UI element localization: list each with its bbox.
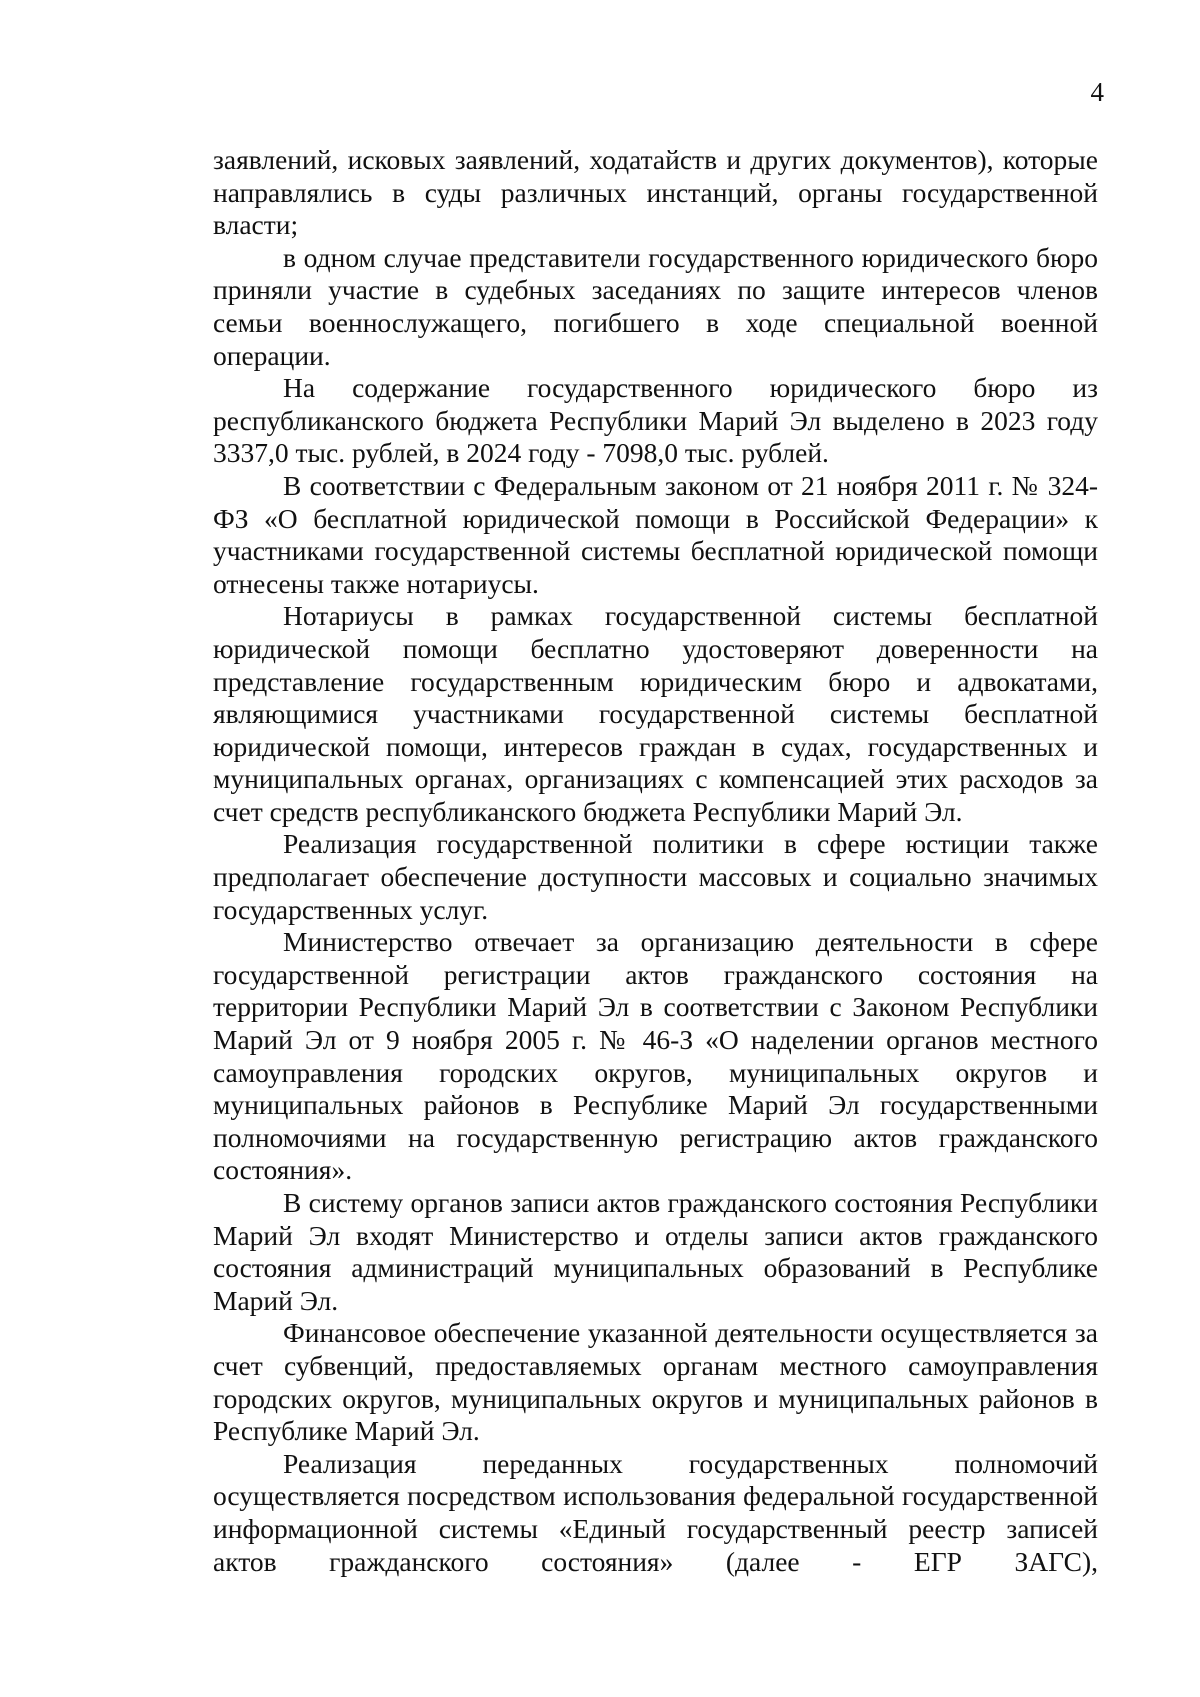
paragraph-7: Министерство отвечает за организацию деятельности в сфере государственной регистрации актов гражданского состояния на территории Республики Марий Эл в соответствии с Законом Республики Марий Эл от 9 ноября 2005 г. № 46-З «О наделении органов местного самоуправления городских округов, муниципальных округов и муниципальных районов в Республике Марий Эл государственными полномочиями на государственную регистрацию актов гражданского состояния». [213,926,1098,1186]
paragraph-8: В систему органов записи актов гражданского состояния Республики Марий Эл входят Министерство и отделы записи актов гражданского состояния администраций муниципальных образований в Республике Марий Эл. [213,1187,1098,1316]
paragraph-3: На содержание государственного юридического бюро из республиканского бюджета Республики Марий Эл выделено в 2023 году 3337,0 тыс. рублей, в 2024 году - 7098,0 тыс. рублей. [213,372,1098,469]
page-number: 4 [1090,77,1104,107]
paragraph-6: Реализация государственной политики в сфере юстиции также предполагает обеспечение доступности массовых и социально значимых государственных услуг. [213,828,1098,925]
paragraph-4: В соответствии с Федеральным законом от 21 ноября 2011 г. № 324-ФЗ «О бесплатной юридической помощи в Российской Федерации» к участниками государственной системы бесплатной юридической помощи отнесены также нотариусы. [213,469,1098,599]
document-body [213,144,1098,1578]
paragraph-5: Нотариусы в рамках государственной системы бесплатной юридической помощи бесплатно удостоверяют доверенности на представление государственным юридическим бюро и адвокатами, являющимися участниками государственной системы бесплатной юридической помощи, интересов граждан в судах, государственных и муниципальных органах, организациях с компенсацией этих расходов за счет средств республиканского бюджета Республики Марий Эл. [213,600,1098,827]
paragraph-2: в одном случае представители государственного юридического бюро приняли участие в судебных заседаниях по защите интересов членов семьи военнослужащего, погибшего в ходе специальной военной операции. [213,241,1098,371]
paragraph-9: Финансовое обеспечение указанной деятельности осуществляется за счет субвенций, предоставляемых органам местного самоуправления городских округов, муниципальных округов и муниципальных районов в Республике Марий Эл. [213,1317,1098,1447]
paragraph-10: Реализация переданных государственных полномочий осуществляется посредством использования федеральной государственной информационной системы «Единый государственный реестр записей актов гражданского состояния» (далее - ЕГР ЗАГС), [213,1447,1098,1577]
paragraph-1: заявлений, исковых заявлений, ходатайств и других документов), которые направлялись в суды различных инстанций, органы государственной власти; [213,144,1098,241]
